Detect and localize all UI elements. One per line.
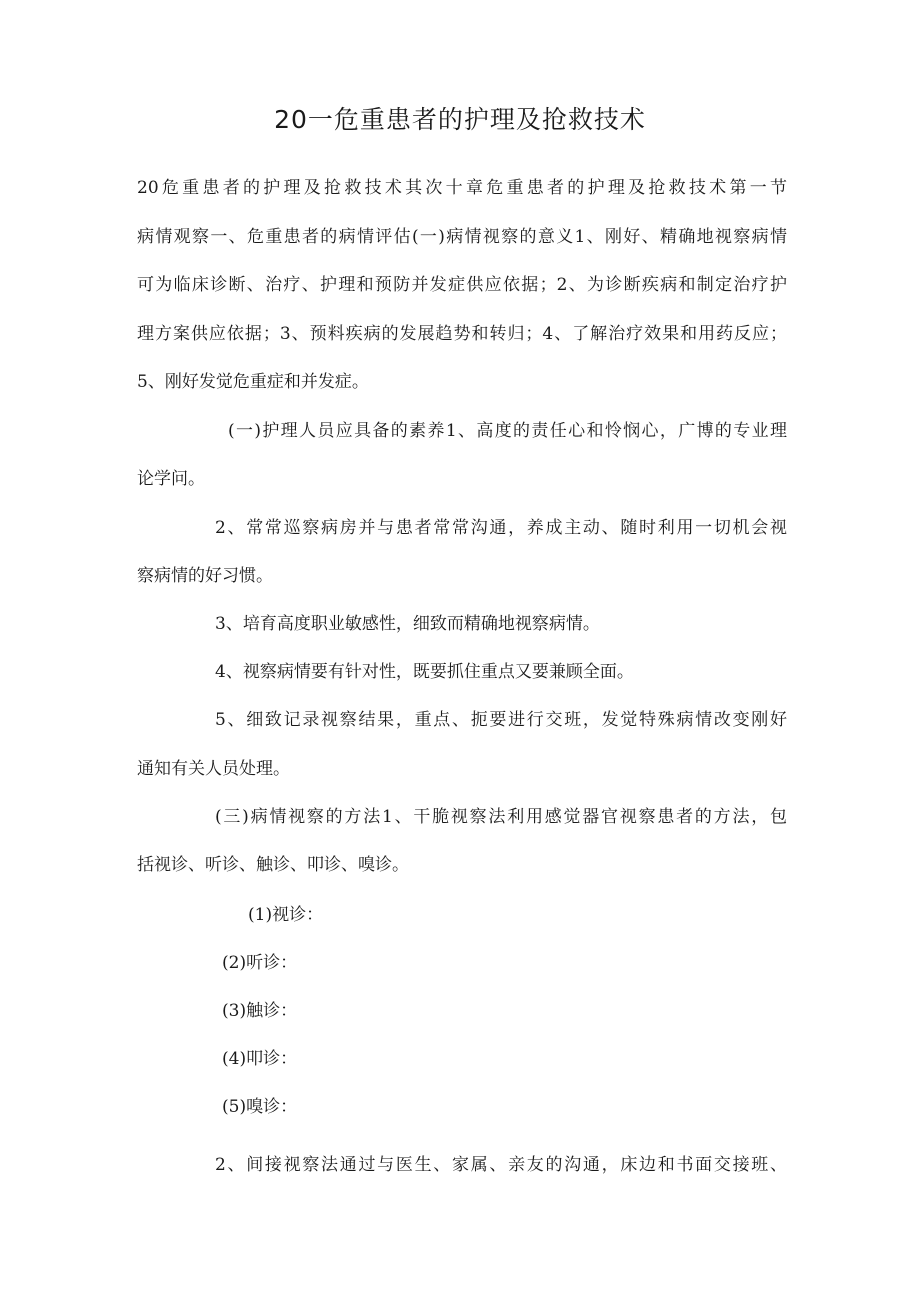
paragraph-line: 5、细致记录视察结果，重点、扼要进行交班，发觉特殊病情改变刚好 <box>215 710 787 730</box>
paragraph-line: 20危重患者的护理及抢救技术其次十章危重患者的护理及抢救技术第一节 <box>137 178 787 198</box>
paragraph-line: 2、间接视察法通过与医生、家属、亲友的沟通，床边和书面交接班、 <box>215 1155 787 1175</box>
list-item: (1)视诊： <box>248 905 324 925</box>
paragraph-line: (一)护理人员应具备的素养1、高度的责任心和怜悯心，广博的专业理 <box>228 421 787 441</box>
paragraph-line: 3、培育高度职业敏感性，细致而精确地视察病情。 <box>215 614 600 634</box>
paragraph-line: 通知有关人员处理。 <box>137 759 290 779</box>
paragraph-line: (三)病情视察的方法1、干脆视察法利用感觉器官视察患者的方法，包 <box>215 807 787 827</box>
paragraph-line: 5、刚好发觉危重症和并发症。 <box>137 372 369 392</box>
list-item: (5)嗅诊： <box>222 1097 298 1117</box>
paragraph-line: 2、常常巡察病房并与患者常常沟通，养成主动、随时利用一切机会视 <box>215 518 787 538</box>
document-title: 20一危重患者的护理及抢救技术 <box>274 105 646 134</box>
paragraph-line: 可为临床诊断、治疗、护理和预防并发症供应依据；2、为诊断疾病和制定治疗护 <box>137 275 787 295</box>
paragraph-line: 理方案供应依据；3、预料疾病的发展趋势和转归；4、了解治疗效果和用药反应； <box>137 324 787 344</box>
paragraph-line: 病情观察一、危重患者的病情评估(一)病情视察的意义1、刚好、精确地视察病情 <box>137 227 787 247</box>
paragraph-line: 4、视察病情要有针对性，既要抓住重点又要兼顾全面。 <box>215 662 634 682</box>
paragraph-line: 括视诊、听诊、触诊、叩诊、嗅诊。 <box>137 855 409 875</box>
list-item: (4)叩诊： <box>222 1049 298 1069</box>
paragraph-line: 察病情的好习惯。 <box>137 566 273 586</box>
list-item: (2)听诊： <box>222 953 298 973</box>
paragraph-line: 论学问。 <box>137 469 205 489</box>
list-item: (3)触诊： <box>222 1001 298 1021</box>
